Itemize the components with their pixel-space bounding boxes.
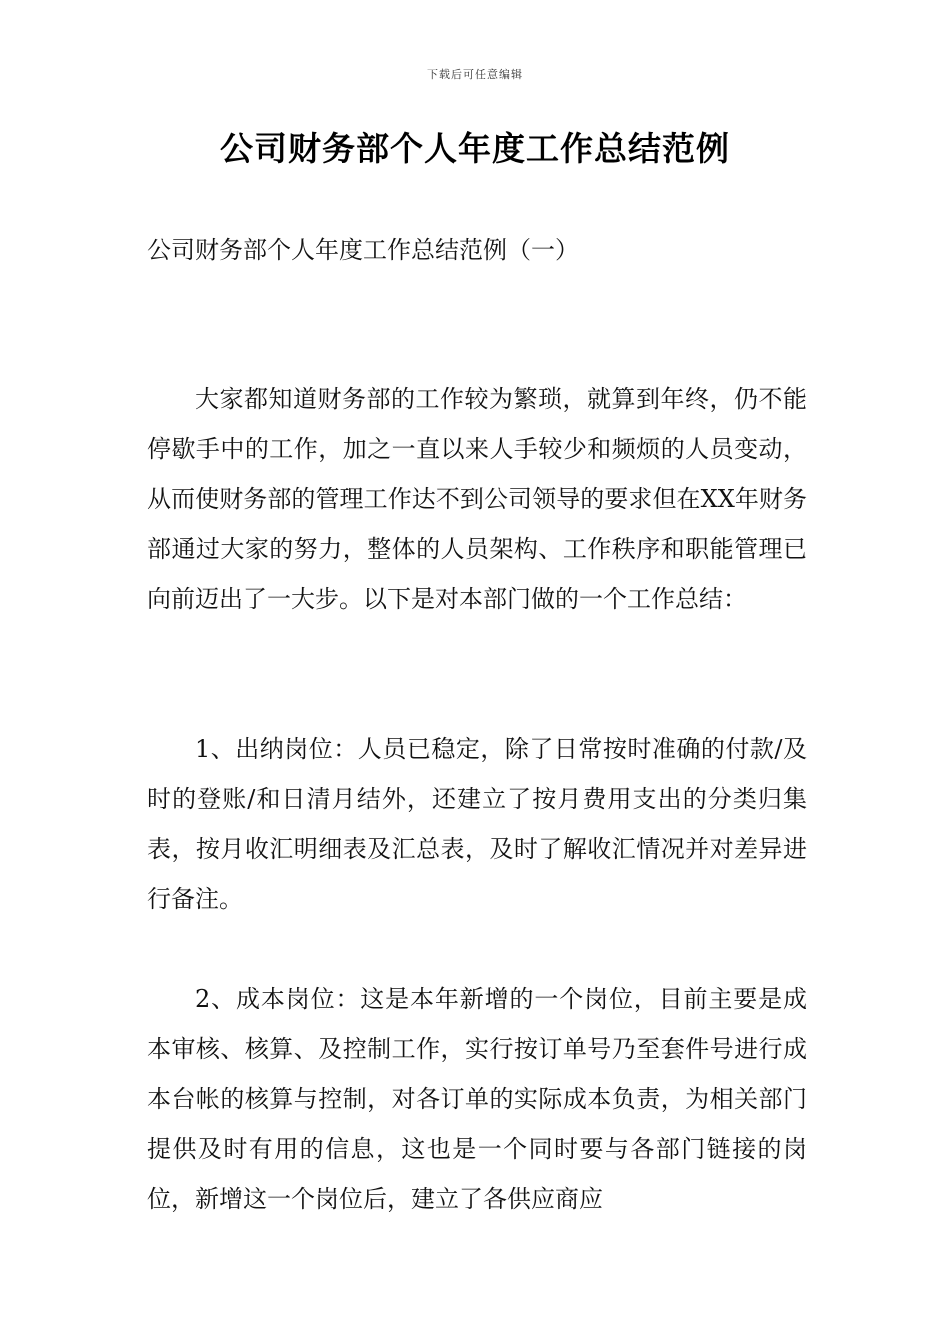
paragraph-cost-position: 2、成本岗位：这是本年新增的一个岗位，目前主要是成本审核、核算、及控制工作，实行按订单号乃至套件号进行成本台帐的核算与控制，对各订单的实际成本负责，为相关部门提供及时有用的信息，这也是一个同时要与各部门链接的岗位，新增这一个岗位后，建立了各供应商应 [147, 985, 807, 1213]
page-title: 公司财务部个人年度工作总结范例 [220, 129, 730, 168]
header-note: 下载后可任意编辑 [427, 68, 523, 81]
paragraph-intro: 大家都知道财务部的工作较为繁琐，就算到年终，仍不能停歇手中的工作，加之一直以来人手较少和频烦的人员变动，从而使财务部的管理工作达不到公司领导的要求但在XX年财务部通过大家的努力，整体的人员架构、工作秩序和职能管理已向前迈出了一大步。以下是对本部门做的一个工作总结： [147, 385, 807, 613]
section-subtitle: 公司财务部个人年度工作总结范例（一） [147, 236, 579, 264]
paragraph-cashier-position: 1、出纳岗位：人员已稳定，除了日常按时准确的付款/及时的登账/和日清月结外，还建立了按月费用支出的分类归集表，按月收汇明细表及汇总表，及时了解收汇情况并对差异进行备注。 [147, 735, 807, 913]
